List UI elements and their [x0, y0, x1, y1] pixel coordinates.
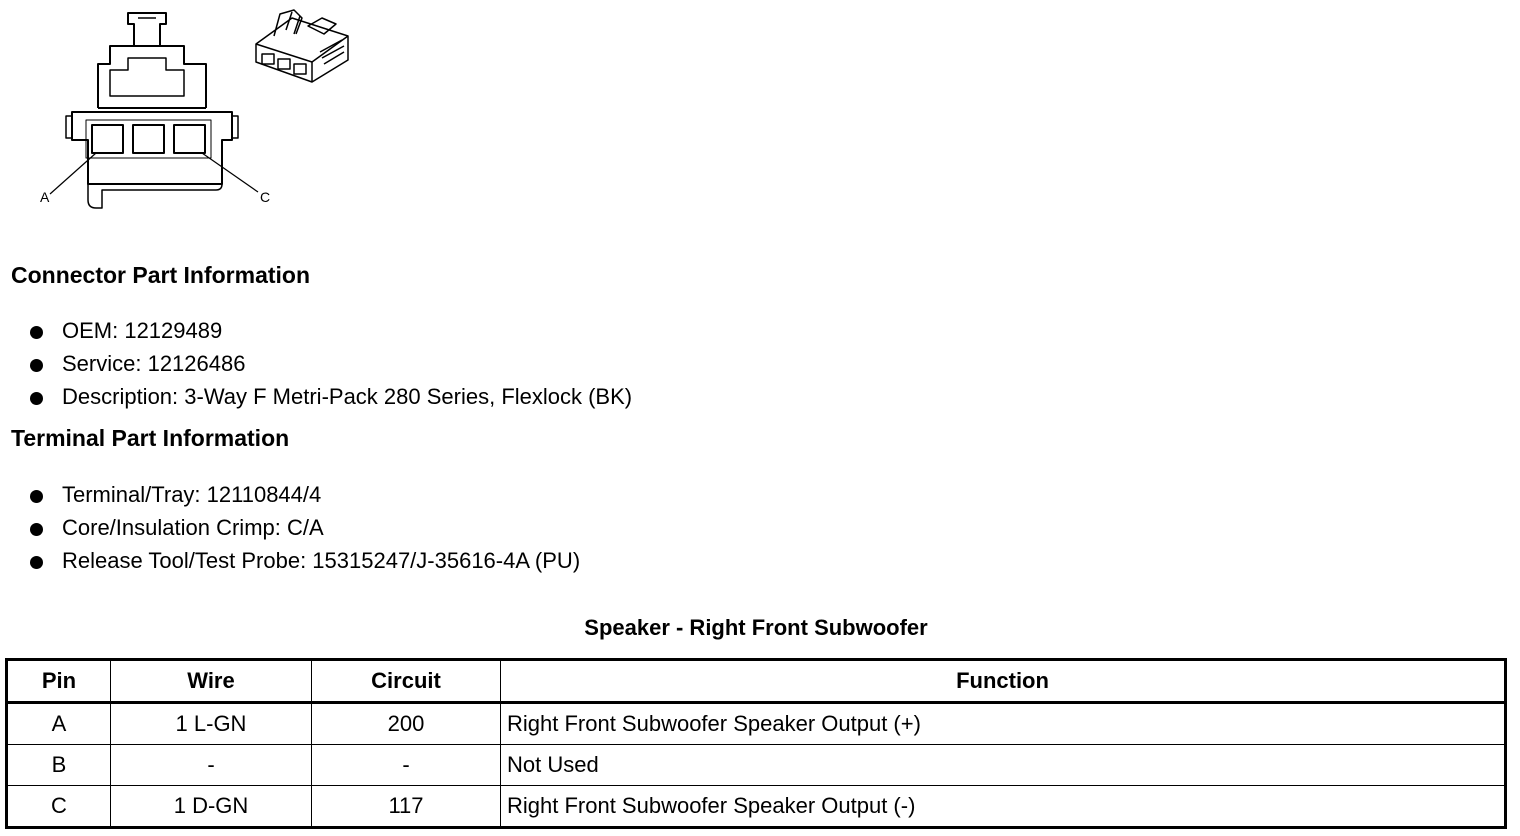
connector-part-information-heading: Connector Part Information	[11, 262, 311, 288]
list-item-oem: OEM: 12129489	[0, 316, 632, 349]
column-header-circuit: Circuit	[312, 660, 501, 703]
list-item-service: Service: 12126486	[0, 349, 632, 382]
pin-cell: B	[7, 745, 111, 786]
function-cell: Right Front Subwoofer Speaker Output (+)	[501, 703, 1506, 745]
list-item-description: Description: 3-Way F Metri-Pack 280 Series, Flexlock (BK)	[0, 382, 632, 415]
cavity-a	[92, 125, 123, 153]
list-item-release-tool: Release Tool/Test Probe: 15315247/J-35616-4A (PU)	[0, 546, 580, 579]
pin-label-a: A	[40, 189, 50, 205]
pin-cell: A	[7, 703, 111, 745]
list-item-crimp: Core/Insulation Crimp: C/A	[0, 513, 580, 546]
circuit-cell: 117	[312, 786, 501, 828]
function-cell: Not Used	[501, 745, 1506, 786]
connector-face-diagram	[30, 4, 360, 218]
table-row	[7, 786, 1506, 828]
function-cell: Right Front Subwoofer Speaker Output (-)	[501, 786, 1506, 828]
pin-cell: C	[7, 786, 111, 828]
list-item-terminal-tray: Terminal/Tray: 12110844/4	[0, 480, 580, 513]
pin-label-c: C	[260, 189, 271, 205]
connector-isometric-view	[256, 10, 348, 82]
terminal-part-information-heading: Terminal Part Information	[11, 425, 290, 451]
column-header-wire: Wire	[111, 660, 312, 703]
cavity-b	[133, 125, 164, 153]
wire-cell: 1 L-GN	[111, 703, 312, 745]
table-title: Speaker - Right Front Subwoofer	[584, 615, 928, 640]
terminal-part-information-list	[0, 480, 580, 579]
connector-part-information-list	[0, 316, 632, 415]
circuit-cell: -	[312, 745, 501, 786]
wire-cell: -	[111, 745, 312, 786]
cavity-c	[174, 125, 205, 153]
column-header-pin: Pin	[7, 660, 111, 703]
table-row	[7, 703, 1506, 745]
wire-cell: 1 D-GN	[111, 786, 312, 828]
table-header-row	[7, 660, 1506, 703]
pin-function-table	[5, 658, 1507, 829]
column-header-function: Function	[501, 660, 1506, 703]
table-row	[7, 745, 1506, 786]
circuit-cell: 200	[312, 703, 501, 745]
